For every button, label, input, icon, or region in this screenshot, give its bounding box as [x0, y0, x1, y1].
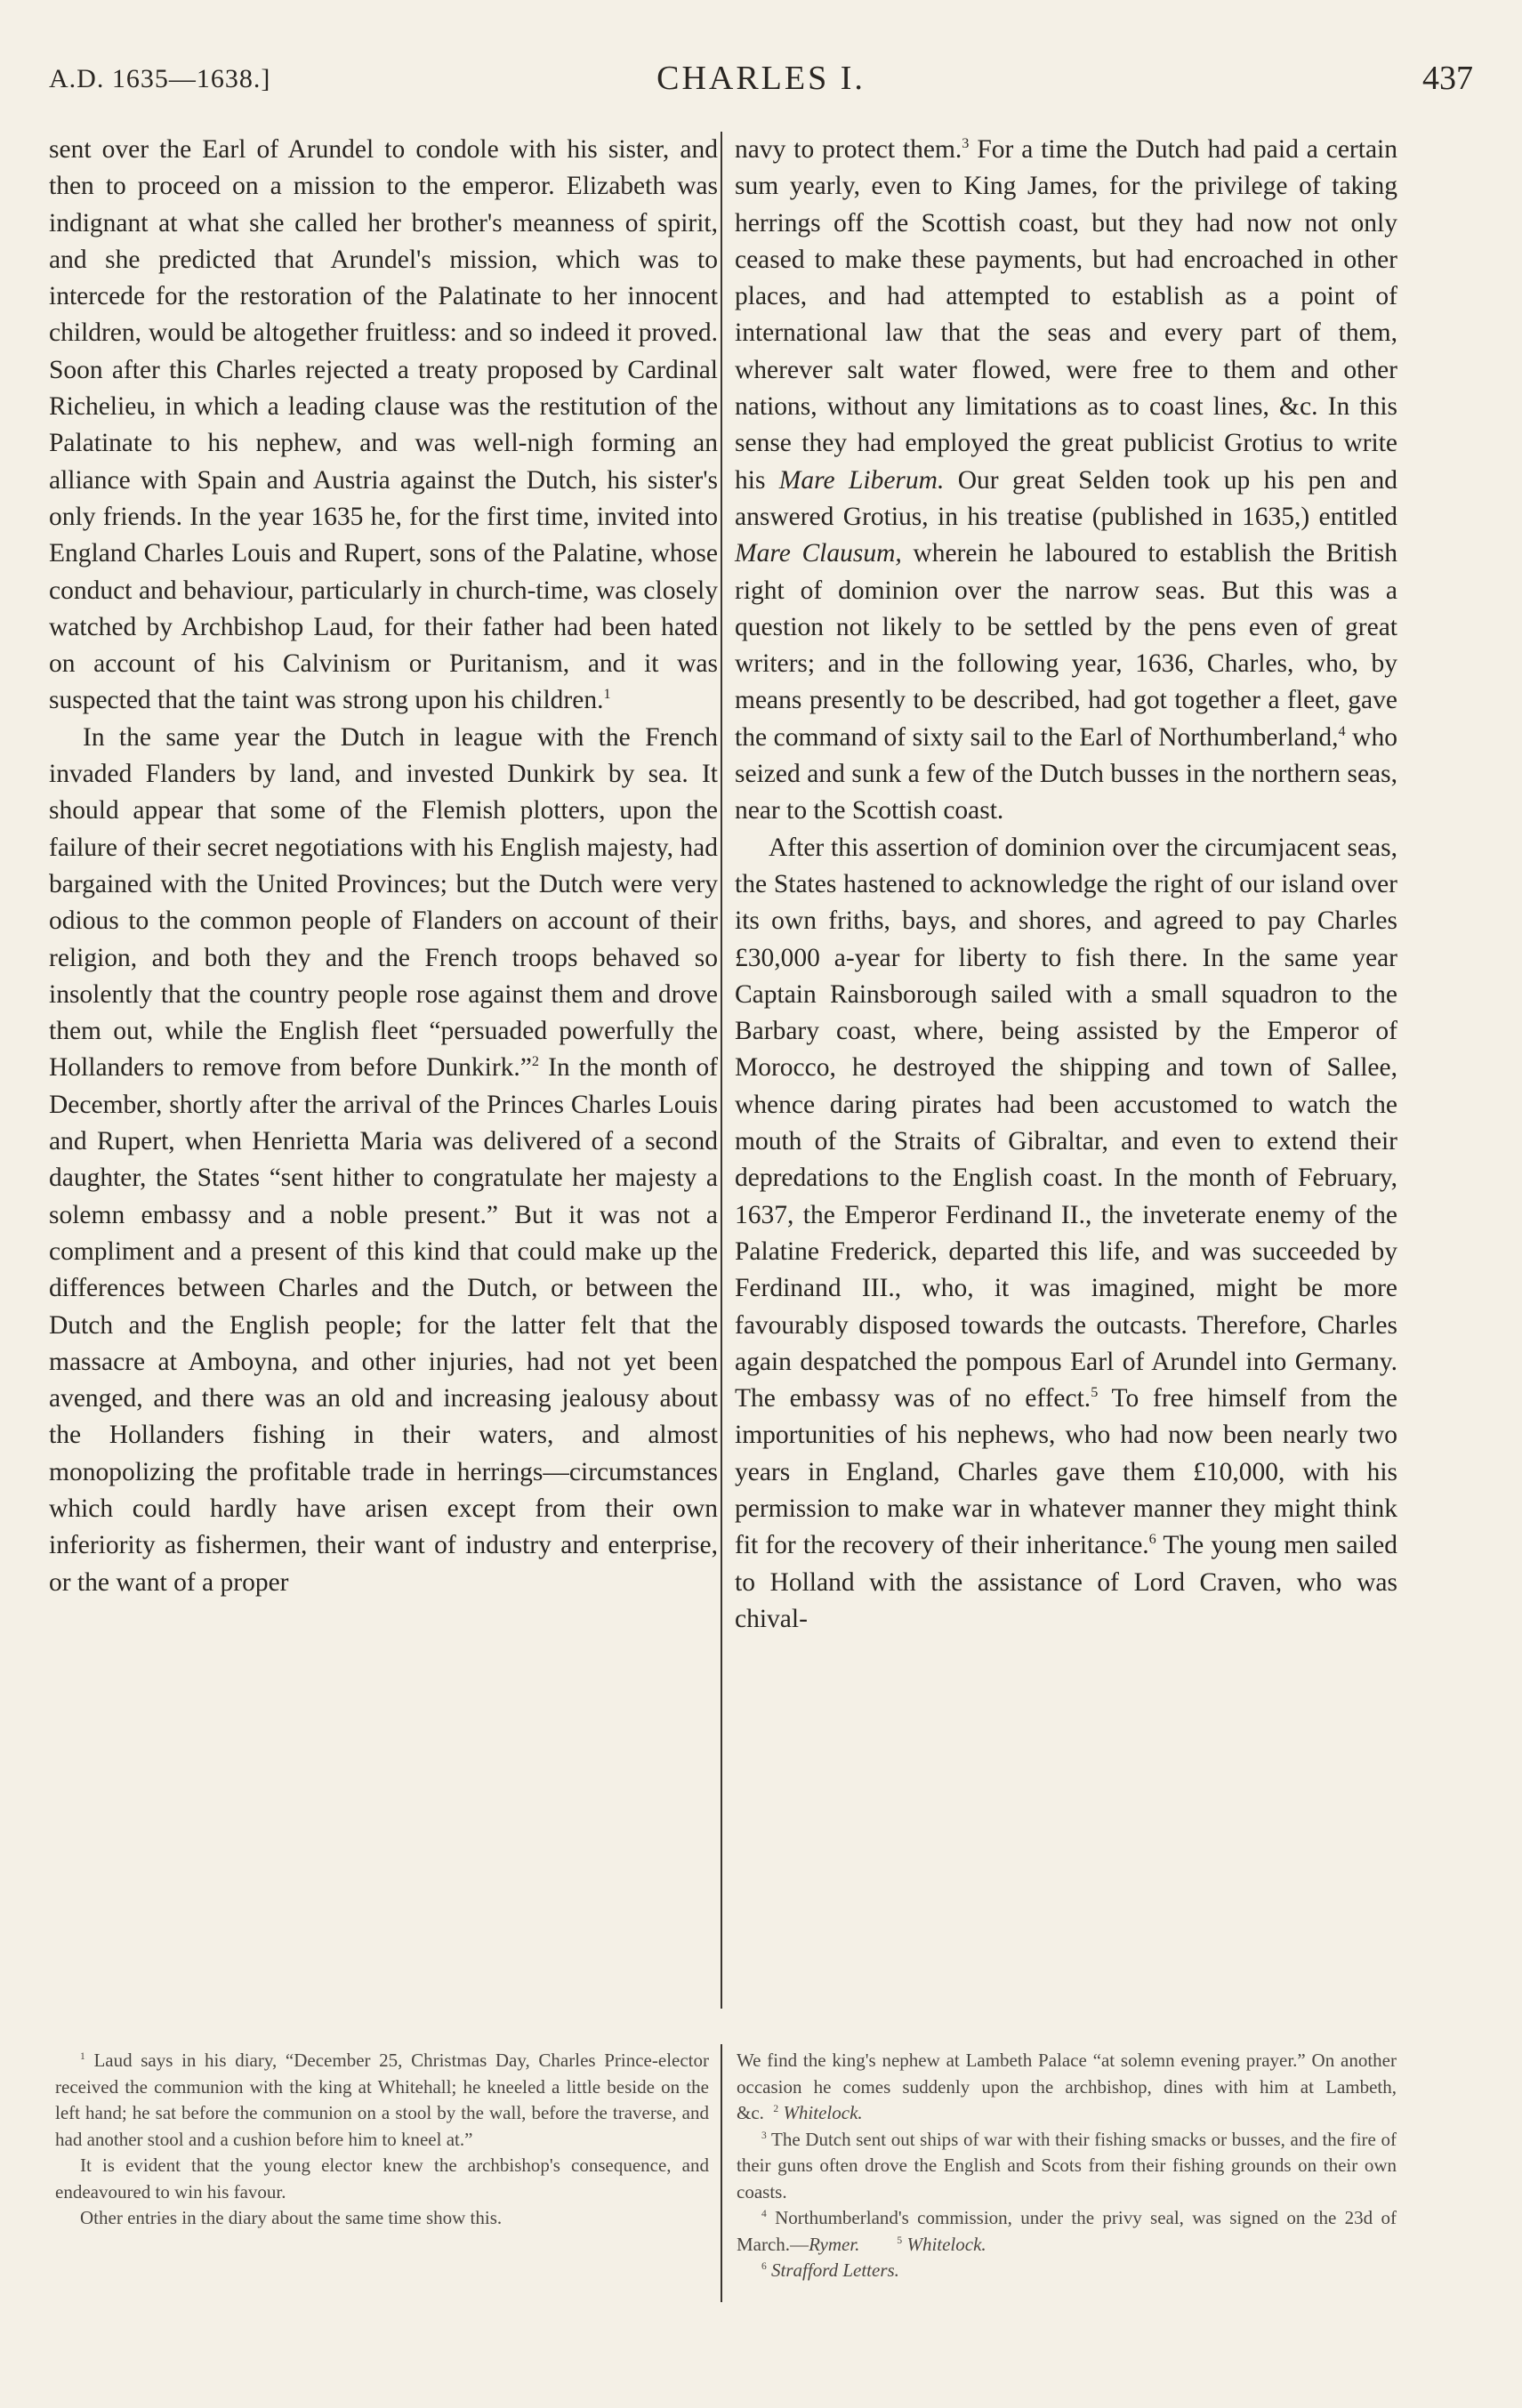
footnote-mark: 5: [897, 2235, 903, 2246]
page-number: 437: [1422, 60, 1473, 97]
paragraph-text: The young men sailed to Holland with the assistance of Lord Craven, who was chival-: [735, 1531, 1397, 1633]
paragraph: [735, 830, 1397, 1639]
footnote-text: Northumberland's commission, under the privy seal, was signed on the 23d of March.—: [737, 2207, 1397, 2255]
footnote: [737, 2127, 1397, 2206]
footnote-mark: 6: [761, 2261, 767, 2272]
paragraph-text: navy to protect them.: [735, 135, 962, 164]
header-date-range: A.D. 1635—1638.]: [49, 64, 271, 93]
footnote-ref: 6: [1148, 1531, 1156, 1548]
footnote-source: Strafford Letters.: [771, 2259, 899, 2281]
footnote: [55, 2048, 709, 2153]
paragraph-text: wherein he laboured to establish the British right of dominion over the narrow seas. But this was a question not likely to be settled by the pens even of great writers; and in the following year, 1636, Charles, who, by means presently to be described, had got together a fleet, gave the command of sixty sail to the Earl of Northumberland,: [735, 539, 1397, 752]
book-title: Mare Liberum.: [778, 465, 945, 495]
header-title: CHARLES I.: [656, 60, 866, 97]
footnote-ref: 5: [1091, 1384, 1099, 1401]
footnotes-left: [55, 2048, 709, 2232]
left-column: [49, 132, 718, 1601]
footnote-text: We find the king's nephew at Lambeth Palace “at solemn evening prayer.” On another occasion he comes suddenly upon the archbishop, dines with him at Lambeth, &c.: [737, 2050, 1397, 2123]
footnote: [737, 2048, 1397, 2127]
footnote-ref: 3: [962, 135, 970, 152]
footnote: [737, 2258, 1397, 2284]
footnote-mark: 1: [80, 2051, 85, 2062]
right-column: [735, 132, 1397, 1638]
paragraph-text: In the same year the Dutch in league with the French invaded Flanders by land, and invested Dunkirk by sea. It should appear that some of the Flemish plotters, upon the failure of their secret negotiations with his English majesty, had bargained with the United Provinces; but the Dutch were very odious to the common people of Flanders on account of their religion, and both they and the French troops behaved so insolently that the country people rose against them and drove them out, while the English fleet “persuaded powerfully the Hollanders to remove from before Dunkirk.”: [49, 722, 718, 1083]
footnote-mark: 2: [773, 2104, 779, 2114]
paragraph: [49, 132, 718, 720]
footnote-text: It is evident that the young elector knew the archbishop's consequence, and endeavoured to win his favour.: [55, 2154, 709, 2203]
paragraph-text: sent over the Earl of Arundel to condole with his sister, and then to proceed on a mission to the emperor. Elizabeth was indignant at what she called her brother's meanness of spirit, and she predicted that Arundel's mission, which was to intercede for the restoration of the Palatinate to her innocent children, would be altogether fruitless: and so indeed it proved. Soon after this Charles rejected a treaty proposed by Cardinal Richelieu, in which a leading clause was the restitution of the Palatinate to his nephew, and was well-nigh forming an alliance with Spain and Austria against the Dutch, his sister's only friends. In the year 1635 he, for the first time, invited into England Charles Louis and Rupert, sons of the Palatine, whose conduct and behaviour, particularly in church-time, was closely watched by Archbishop Laud, for their father had been hated on account of his Calvinism or Puritanism, and it was suspected that the taint was strong upon his children.: [49, 135, 718, 715]
footnote-text: The Dutch sent out ships of war with their fishing smacks or busses, and the fire of their guns often drove the English and Scots from their fishing grounds on their own coasts.: [737, 2128, 1397, 2203]
footnote-source: Rymer.: [809, 2233, 860, 2255]
footnote-mark: 3: [761, 2130, 767, 2141]
paragraph-text: After this assertion of dominion over the circumjacent seas, the States hastened to acknowledge the right of our island over its own friths, bays, and shores, and agreed to pay Charles £30,000 a-year for liberty to fish there. In the same year Captain Rainsborough sailed with a small squadron to the Barbary coast, where, being assisted by the Emperor of Morocco, he destroyed the shipping and town of Sallee, whence daring pirates had been accustomed to watch the mouth of the Straits of Gibraltar, and even to extend their depredations to the English coast. In the month of February, 1637, the Emperor Ferdinand II., the inveterate enemy of the Palatine Frederick, departed this life, and was succeeded by Ferdinand III., who, it was imagined, might be more favourably disposed towards the outcasts. Therefore, Charles again despatched the pompous Earl of Arundel into Germany. The embassy was of no effect.: [735, 833, 1397, 1413]
paragraph-text: In the month of December, shortly after the arrival of the Princes Charles Louis and Rupert, when Henrietta Maria was delivered of a second daughter, the States “sent hither to congratulate her majesty a solemn embassy and a noble present.” But it was not a compliment and a present of this kind that could make up the differences between Charles and the Dutch, or between the Dutch and the English people; for the latter felt that the massacre at Amboyna, and other injuries, had not yet been avenged, and there was an old and increasing jealousy about the Hollanders fishing in their waters, and almost monopolizing the profitable trade in herrings—circumstances which could hardly have arisen except from their own inferiority as fishermen, their want of industry and enterprise, or the want of a proper: [49, 1053, 718, 1597]
footnote-text: Other entries in the diary about the same time show this.: [80, 2207, 503, 2228]
column-divider: [721, 132, 722, 2009]
footnote-ref: 4: [1338, 722, 1346, 739]
paragraph: [49, 720, 718, 1601]
footnote-source: Whitelock.: [906, 2233, 986, 2255]
running-header: [49, 55, 1473, 98]
footnote-divider: [721, 2044, 722, 2302]
footnote-ref: 2: [531, 1053, 539, 1070]
footnote: [737, 2205, 1397, 2258]
paragraph-text: Our great Selden took up his pen and answered Grotius, in his treatise (published in 1635,) entitled: [735, 465, 1397, 531]
footnote: [55, 2153, 709, 2205]
footnote-source: Whitelock.: [783, 2102, 863, 2123]
footnotes-right: [737, 2048, 1397, 2284]
paragraph-text: For a time the Dutch had paid a certain sum yearly, even to King James, for the privilege of taking herrings off the Scottish coast, but they had now not only ceased to make these payments, but had encroached in other places, and had attempted to establish as a point of international law that the seas and every part of them, wherever salt water flowed, were free to them and other nations, without any limitations as to coast lines, &c. In this sense they had employed the great publicist Grotius to write his: [735, 135, 1397, 495]
footnote-ref: 1: [603, 686, 611, 703]
footnote-text: Laud says in his diary, “December 25, Christmas Day, Charles Prince-elector received the communion with the king at Whitehall; he kneeled a little beside on the left hand; he sat before the communion on a stool by the wall, before the traverse, and had another stool and a cushion before him to kneel at.”: [55, 2050, 709, 2150]
paragraph: [735, 132, 1397, 830]
book-title: Mare Clausum,: [735, 539, 902, 568]
footnote-mark: 4: [761, 2209, 767, 2219]
paragraph-text: To free himself from the importunities of his nephews, who had now been nearly two years in England, Charles gave them £10,000, with his permission to make war in whatever manner they might think fit for the recovery of their inheritance.: [735, 1384, 1397, 1560]
paragraph-text: who seized and sunk a few of the Dutch busses in the northern seas, near to the Scottish coast.: [735, 722, 1397, 825]
footnote: [55, 2205, 709, 2232]
